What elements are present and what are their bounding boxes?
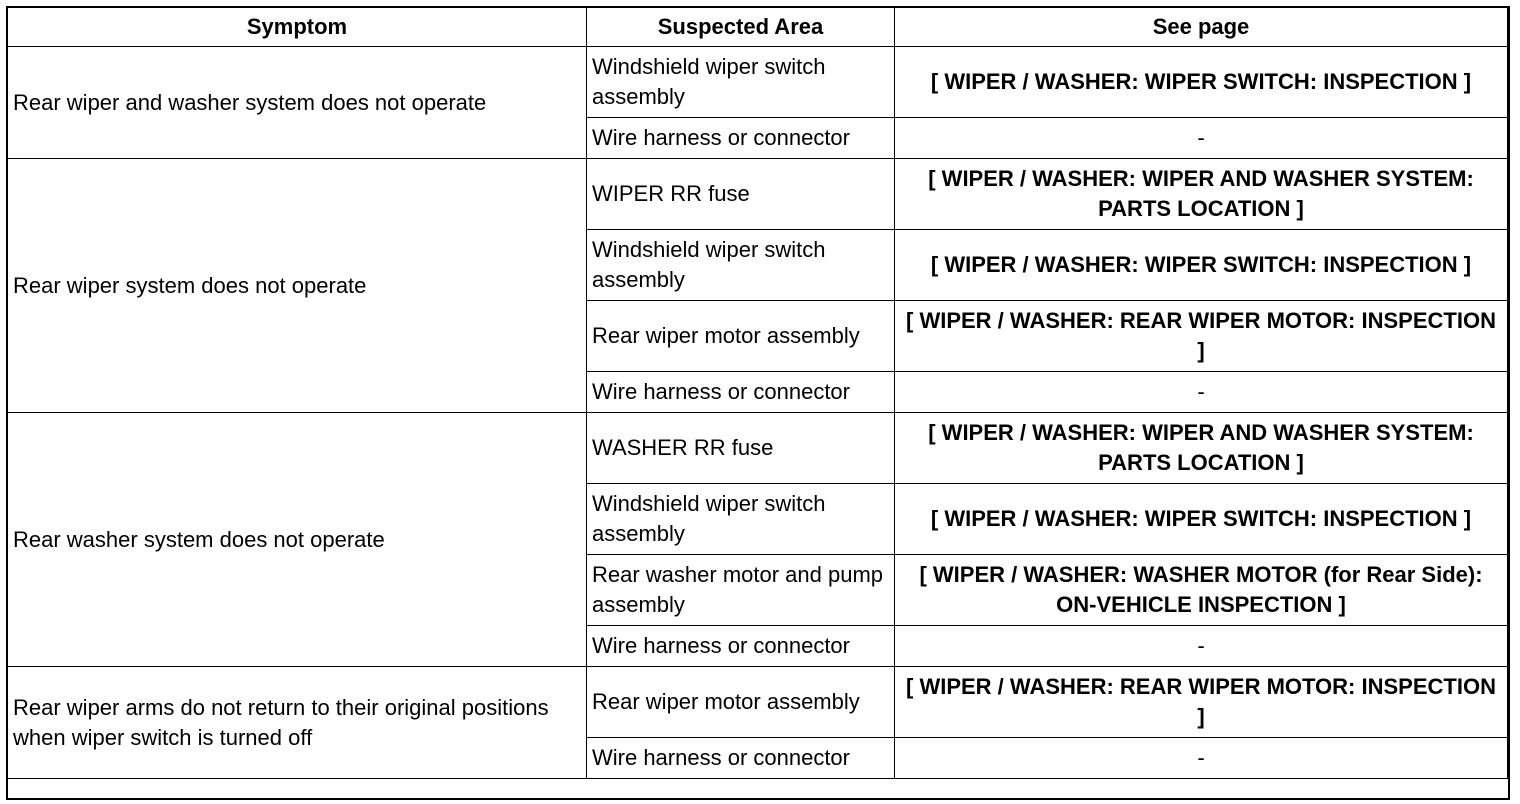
see-page-cell: - [895,118,1508,159]
suspected-area-cell: Windshield wiper switch assembly [587,230,895,301]
suspected-area-cell: Wire harness or connector [587,738,895,779]
symptom-cell: Rear washer system does not operate [8,413,587,667]
suspected-area-cell: Rear wiper motor assembly [587,667,895,738]
table-row [8,667,1508,738]
suspected-area-cell: Rear wiper motor assembly [587,301,895,372]
suspected-area-cell: Wire harness or connector [587,118,895,159]
header-see-page: See page [895,8,1508,47]
suspected-area-cell: Windshield wiper switch assembly [587,484,895,555]
suspected-area-cell: WIPER RR fuse [587,159,895,230]
symptom-cell: Rear wiper and washer system does not operate [8,47,587,159]
see-page-cell: [ WIPER / WASHER: WASHER MOTOR (for Rear Side): ON-VEHICLE INSPECTION ] [895,555,1508,626]
see-page-cell: - [895,372,1508,413]
see-page-cell: [ WIPER / WASHER: WIPER SWITCH: INSPECTION ] [895,230,1508,301]
suspected-area-cell: Wire harness or connector [587,372,895,413]
troubleshooting-table [7,7,1508,779]
see-page-cell: [ WIPER / WASHER: REAR WIPER MOTOR: INSPECTION ] [895,301,1508,372]
see-page-cell: [ WIPER / WASHER: WIPER AND WASHER SYSTEM: PARTS LOCATION ] [895,413,1508,484]
see-page-cell: - [895,626,1508,667]
header-symptom: Symptom [8,8,587,47]
table-row [8,159,1508,230]
table-row [8,413,1508,484]
header-row [8,8,1508,47]
symptom-cell: Rear wiper system does not operate [8,159,587,413]
see-page-cell: [ WIPER / WASHER: WIPER AND WASHER SYSTEM: PARTS LOCATION ] [895,159,1508,230]
see-page-cell: - [895,738,1508,779]
header-suspected-area: Suspected Area [587,8,895,47]
suspected-area-cell: Wire harness or connector [587,626,895,667]
symptom-cell: Rear wiper arms do not return to their original positions when wiper switch is turned off [8,667,587,779]
see-page-cell: [ WIPER / WASHER: WIPER SWITCH: INSPECTION ] [895,47,1508,118]
suspected-area-cell: WASHER RR fuse [587,413,895,484]
see-page-cell: [ WIPER / WASHER: REAR WIPER MOTOR: INSPECTION ] [895,667,1508,738]
suspected-area-cell: Rear washer motor and pump assembly [587,555,895,626]
table-row [8,47,1508,118]
suspected-area-cell: Windshield wiper switch assembly [587,47,895,118]
see-page-cell: [ WIPER / WASHER: WIPER SWITCH: INSPECTION ] [895,484,1508,555]
